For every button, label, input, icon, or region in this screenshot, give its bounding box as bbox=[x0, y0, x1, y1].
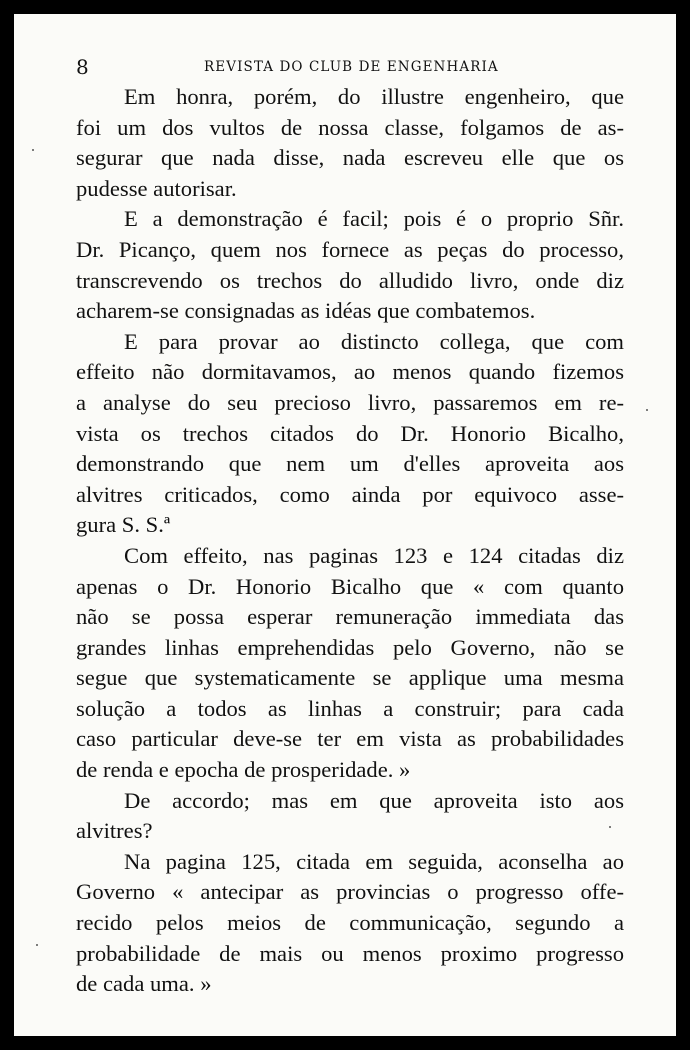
text-line: alvitres criticados, como ainda por equivoco asse- bbox=[76, 481, 624, 507]
text-line: recido pelos meios de communicação, segundo a bbox=[76, 910, 624, 936]
text-line: demonstrando que nem um d'elles aproveita aos bbox=[76, 451, 624, 477]
text-line: gura S. S.ª bbox=[76, 512, 171, 538]
text-line: acharem-se consignadas as idéas que combatemos. bbox=[76, 298, 536, 324]
paper-speck bbox=[32, 149, 34, 151]
paragraph bbox=[76, 327, 624, 541]
text-line: segue que systematicamente se applique uma mesma bbox=[76, 665, 624, 691]
text-line: E a demonstração é facil; pois é o proprio Sñr. bbox=[124, 206, 624, 232]
page-header bbox=[76, 56, 632, 78]
text-line: E para provar ao distincto collega, que com bbox=[124, 328, 624, 354]
body-text bbox=[76, 82, 624, 1000]
text-line: transcrevendo os trechos do alludido livro, onde diz bbox=[76, 267, 624, 293]
paragraph bbox=[76, 541, 624, 786]
book-page bbox=[14, 14, 676, 1036]
text-line: Com effeito, nas paginas 123 e 124 citadas diz bbox=[124, 542, 624, 568]
text-line: segurar que nada disse, nada escreveu elle que os bbox=[76, 145, 624, 171]
paragraph bbox=[76, 847, 624, 1000]
page-number: 8 bbox=[76, 55, 89, 79]
paragraph bbox=[76, 786, 624, 847]
text-line: effeito não dormitavamos, ao menos quando fizemos bbox=[76, 359, 624, 385]
paragraph bbox=[76, 204, 624, 326]
text-line: apenas o Dr. Honorio Bicalho que « com quanto bbox=[76, 573, 624, 599]
text-line: caso particular deve-se ter em vista as probabilidades bbox=[76, 726, 624, 752]
text-line: de renda e epocha de prosperidade. » bbox=[76, 757, 411, 783]
text-line: de cada uma. » bbox=[76, 971, 212, 997]
text-line: Dr. Picanço, quem nos fornece as peças do processo, bbox=[76, 236, 624, 262]
text-line: a analyse do seu precioso livro, passaremos em re- bbox=[76, 389, 624, 415]
text-line: alvitres? bbox=[76, 818, 153, 844]
text-line: grandes linhas emprehendidas pelo Governo, não se bbox=[76, 634, 624, 660]
text-line: vista os trechos citados do Dr. Honorio Bicalho, bbox=[76, 420, 624, 446]
text-line: Na pagina 125, citada em seguida, aconselha ao bbox=[124, 848, 624, 874]
text-line: pudesse autorisar. bbox=[76, 175, 237, 201]
text-line: De accordo; mas em que aproveita isto aos bbox=[124, 787, 624, 813]
text-line: Governo « antecipar as provincias o progresso offe- bbox=[76, 879, 624, 905]
text-line: solução a todos as linhas a construir; para cada bbox=[76, 695, 624, 721]
paper-speck bbox=[646, 409, 648, 411]
paper-speck bbox=[36, 944, 38, 946]
text-line: não se possa esperar remuneração immediata das bbox=[76, 604, 624, 630]
text-line: foi um dos vultos de nossa classe, folgamos de as- bbox=[76, 114, 624, 140]
text-line: probabilidade de mais ou menos proximo progresso bbox=[76, 940, 624, 966]
paragraph bbox=[76, 82, 624, 204]
text-line: Em honra, porém, do illustre engenheiro, que bbox=[124, 84, 624, 109]
running-title: REVISTA DO CLUB DE ENGENHARIA bbox=[204, 59, 499, 75]
